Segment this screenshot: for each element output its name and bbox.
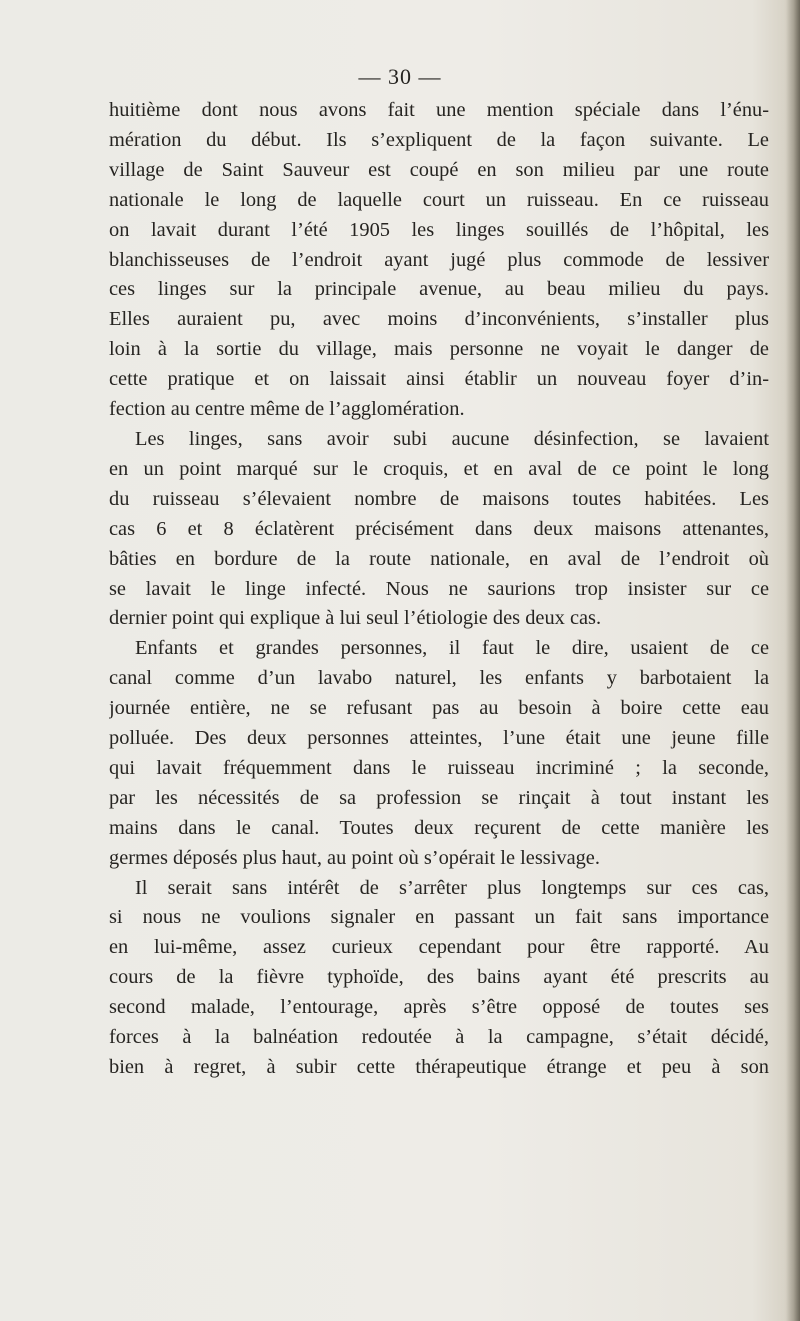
text-line: se lavait le linge infecté. Nous ne saurions trop insister sur ce <box>109 577 769 600</box>
text-line: en un point marqué sur le croquis, et en aval de ce point le long <box>109 457 769 480</box>
text-line: village de Saint Sauveur est coupé en son milieu par une route <box>109 158 769 181</box>
text-line: du ruisseau s’élevaient nombre de maisons toutes habitées. Les <box>109 487 769 510</box>
text-line: cette pratique et on laissait ainsi établir un nouveau foyer d’in- <box>109 368 769 391</box>
text-line: loin à la sortie du village, mais personne ne voyait le danger de <box>109 338 769 361</box>
text-line: fection au centre même de l’agglomération. <box>109 398 465 421</box>
text-line: germes déposés plus haut, au point où s’opérait le lessivage. <box>109 846 600 869</box>
text-line: huitième dont nous avons fait une mention spéciale dans l’énu- <box>109 99 769 121</box>
page-edge-shadow <box>786 0 800 1321</box>
text-line: Il serait sans intérêt de s’arrêter plus longtemps sur ces cas, <box>135 876 769 899</box>
paragraph-4 <box>109 874 769 1083</box>
body-text <box>109 96 769 1083</box>
paragraph-1 <box>109 96 769 425</box>
text-line: cas 6 et 8 éclatèrent précisément dans deux maisons attenantes, <box>109 517 769 540</box>
text-line: Les linges, sans avoir subi aucune désinfection, se lavaient <box>135 427 769 450</box>
text-line: mération du début. Ils s’expliquent de la façon suivante. Le <box>109 128 769 151</box>
text-line: blanchisseuses de l’endroit ayant jugé plus commode de lessiver <box>109 248 769 271</box>
text-line: second malade, l’entourage, après s’être opposé de toutes ses <box>109 996 769 1019</box>
text-line: qui lavait fréquemment dans le ruisseau incriminé ; la seconde, <box>109 756 769 779</box>
text-line: bien à regret, à subir cette thérapeutique étrange et peu à son <box>109 1056 769 1078</box>
paragraph-3 <box>109 634 769 873</box>
text-line: par les nécessités de sa profession se rinçait à tout instant les <box>109 786 769 809</box>
text-line: bâties en bordure de la route nationale, en aval de l’endroit où <box>109 547 769 570</box>
paragraph-2 <box>109 425 769 634</box>
text-line: Elles auraient pu, avec moins d’inconvénients, s’installer plus <box>109 308 769 331</box>
text-line: canal comme d’un lavabo naturel, les enfants y barbotaient la <box>109 667 769 690</box>
text-line: dernier point qui explique à lui seul l’étiologie des deux cas. <box>109 607 602 630</box>
text-line: forces à la balnéation redoutée à la campagne, s’était décidé, <box>109 1026 769 1049</box>
text-line: en lui-même, assez curieux cependant pour être rapporté. Au <box>109 936 769 959</box>
text-line: si nous ne voulions signaler en passant un fait sans importance <box>109 906 769 929</box>
text-line: nationale le long de laquelle court un ruisseau. En ce ruisseau <box>109 188 769 211</box>
text-line: on lavait durant l’été 1905 les linges souillés de l’hôpital, les <box>109 218 769 241</box>
text-line: mains dans le canal. Toutes deux reçurent de cette manière les <box>109 816 769 839</box>
text-line: cours de la fièvre typhoïde, des bains ayant été prescrits au <box>109 966 769 989</box>
page-number: — 30 — <box>358 64 442 89</box>
text-line: ces linges sur la principale avenue, au beau milieu du pays. <box>109 278 769 301</box>
text-line: journée entière, ne se refusant pas au besoin à boire cette eau <box>109 697 769 720</box>
text-line: Enfants et grandes personnes, il faut le dire, usaient de ce <box>135 637 769 660</box>
text-line: polluée. Des deux personnes atteintes, l’une était une jeune fille <box>109 727 769 750</box>
